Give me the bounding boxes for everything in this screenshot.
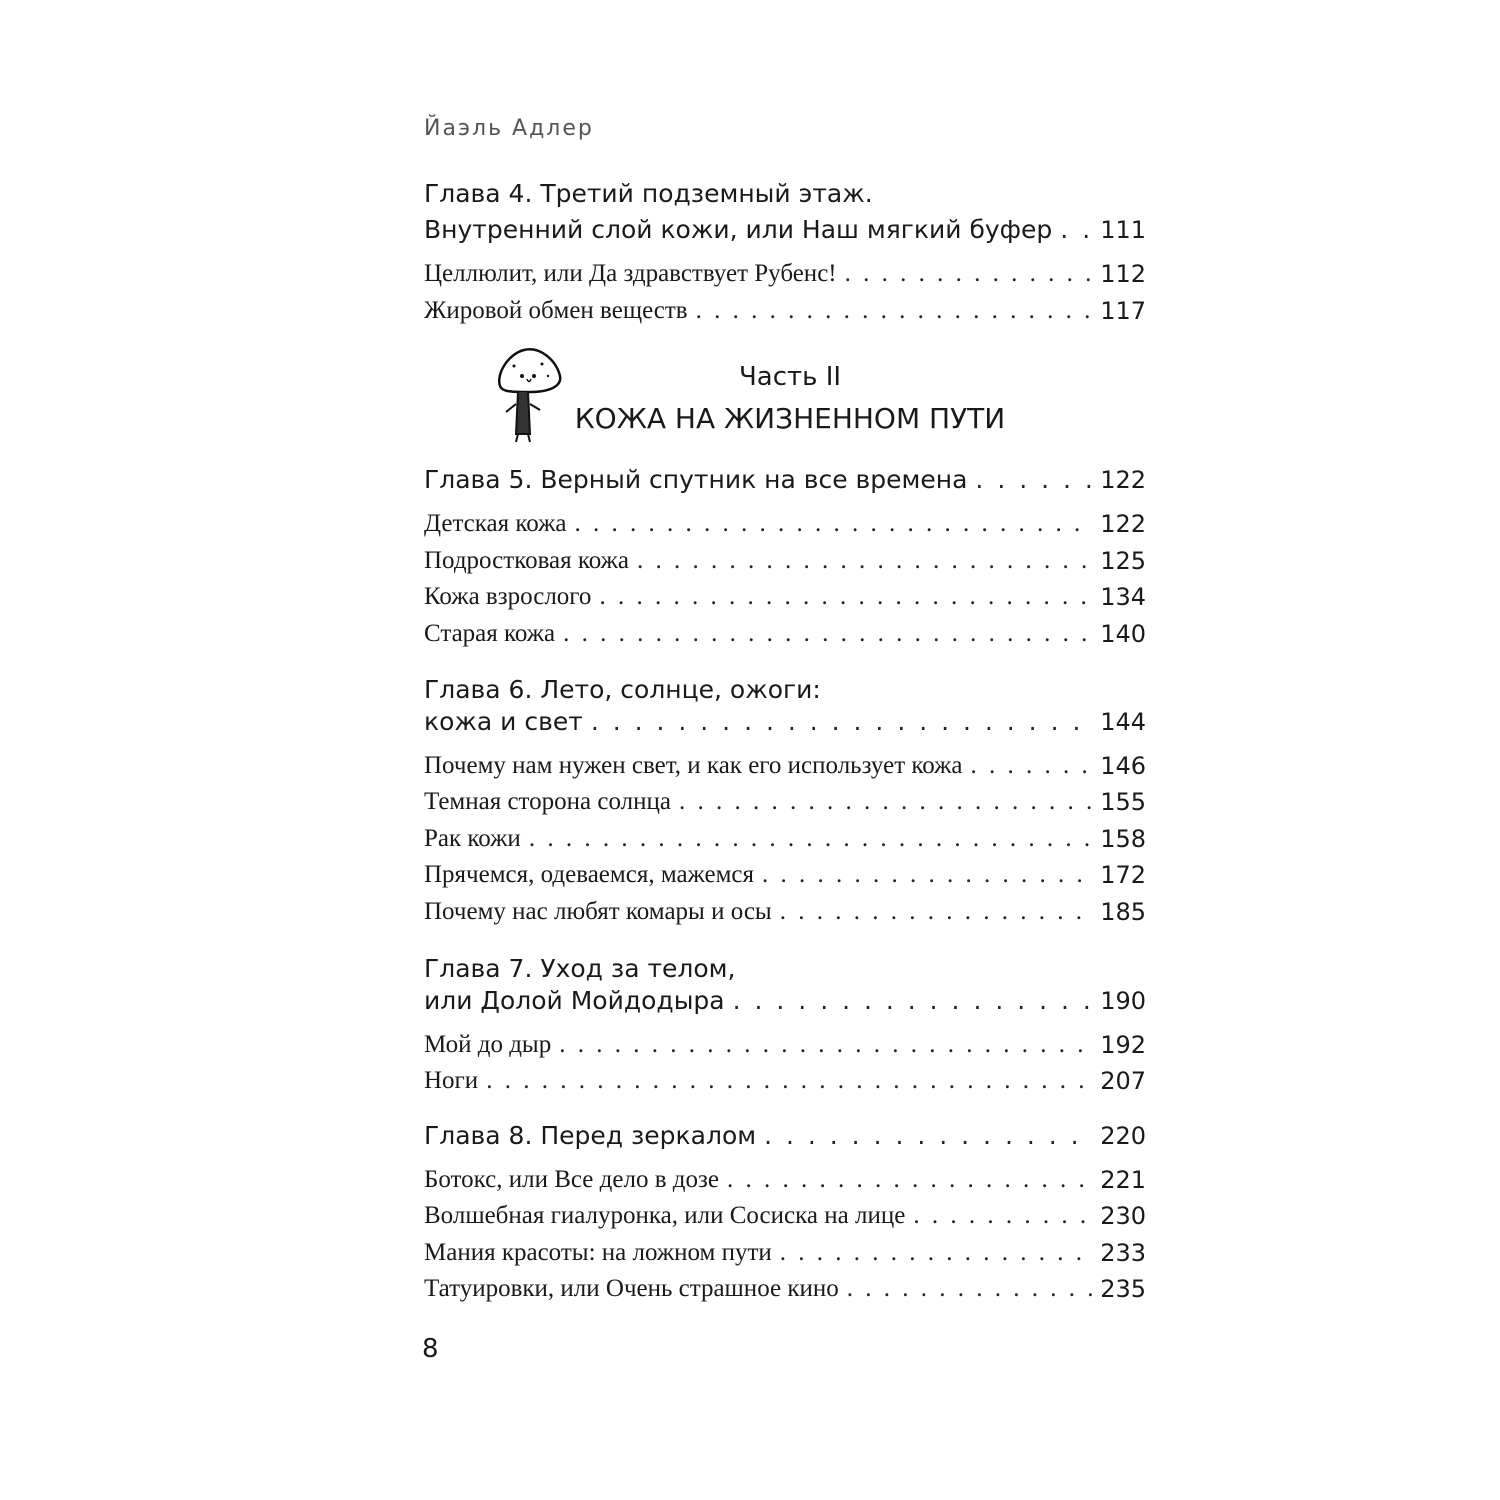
chapter-heading-line1: Глава 7. Уход за телом,: [424, 954, 736, 983]
leader-dots: [591, 706, 1092, 738]
page-ref: 172: [1100, 861, 1146, 889]
page-ref: 221: [1100, 1166, 1146, 1194]
running-head: Йаэль Адлер: [424, 116, 594, 141]
section-entry[interactable]: [424, 295, 1146, 327]
page-ref: 112: [1100, 260, 1146, 288]
page-ref: 140: [1100, 620, 1146, 648]
leader-dots: [971, 750, 1093, 782]
chapter-entry[interactable]: [424, 1120, 1146, 1152]
section-title: Кожа взрослого: [424, 583, 592, 610]
page-ref: 122: [1100, 466, 1146, 494]
section-title: Целлюлит, или Да здравствует Рубенс!: [424, 260, 837, 287]
leader-dots: [563, 618, 1092, 650]
page-ref: 117: [1100, 297, 1146, 325]
section-entry[interactable]: [424, 618, 1146, 650]
chapter-title: Глава 8. Перед зеркалом: [424, 1121, 757, 1150]
page-ref: 146: [1100, 752, 1146, 780]
leader-dots: [847, 1273, 1092, 1305]
section-title: Темная сторона солнца: [424, 788, 671, 815]
section-title: Подростковая кожа: [424, 547, 630, 574]
section-entry[interactable]: [424, 823, 1146, 855]
part-title: КОЖА НА ЖИЗНЕННОМ ПУТИ: [574, 402, 1006, 435]
section-entry[interactable]: [424, 1237, 1146, 1269]
page-ref: 207: [1100, 1067, 1146, 1095]
page-ref: 134: [1100, 583, 1146, 611]
section-entry[interactable]: [424, 750, 1146, 782]
leader-dots: [762, 859, 1092, 891]
chapter-title: Внутренний слой кожи, или Наш мягкий буфер: [424, 215, 1053, 244]
leader-dots: [733, 985, 1093, 1017]
chapter-heading-line1: Глава 6. Лето, солнце, ожоги:: [424, 675, 821, 704]
section-entry[interactable]: [424, 1164, 1146, 1196]
section-title: Ботокс, или Все дело в дозе: [424, 1166, 719, 1193]
leader-dots: [696, 295, 1093, 327]
section-title: Мания красоты: на ложном пути: [424, 1239, 772, 1266]
page-ref: 235: [1100, 1275, 1146, 1303]
section-entry[interactable]: [424, 258, 1146, 290]
leader-dots: [679, 786, 1092, 818]
chapter-title: кожа и свет: [424, 707, 583, 736]
leader-dots: [975, 464, 1092, 496]
page-ref: 185: [1100, 898, 1146, 926]
section-title: Почему нам нужен свет, и как его использует кожа: [424, 752, 963, 779]
leader-dots: [529, 823, 1092, 855]
section-title: Ноги: [424, 1067, 479, 1094]
section-entry[interactable]: [424, 508, 1146, 540]
chapter-entry[interactable]: [424, 464, 1146, 496]
section-title: Прячемся, одеваемся, мажемся: [424, 861, 755, 888]
chapter-entry[interactable]: [424, 706, 1146, 738]
page-ref: 158: [1100, 825, 1146, 853]
page-ref: 233: [1100, 1239, 1146, 1267]
page-ref: 125: [1100, 547, 1146, 575]
section-entry[interactable]: [424, 581, 1146, 613]
chapter-heading-line1: Глава 4. Третий подземный этаж.: [424, 179, 873, 208]
leader-dots: [780, 1237, 1092, 1269]
section-title: Старая кожа: [424, 620, 556, 647]
page-ref: 230: [1100, 1202, 1146, 1230]
section-title: Мой до дыр: [424, 1031, 552, 1058]
leader-dots: [575, 508, 1093, 540]
page-number: 8: [422, 1334, 439, 1364]
leader-dots: [913, 1200, 1092, 1232]
chapter-title: Глава 5. Верный спутник на все времена: [424, 465, 968, 494]
section-title: Почему нас любят комары и осы: [424, 898, 772, 925]
page-ref: 144: [1100, 708, 1146, 736]
page-ref: 192: [1100, 1031, 1146, 1059]
section-entry[interactable]: [424, 1273, 1146, 1305]
section-entry[interactable]: [424, 1029, 1146, 1061]
page-ref: 155: [1100, 788, 1146, 816]
section-entry[interactable]: [424, 859, 1146, 891]
part-label: Часть II: [738, 362, 842, 392]
page-ref: 220: [1100, 1122, 1146, 1150]
leader-dots: [845, 258, 1093, 290]
chapter-title: или Долой Мойдодыра: [424, 986, 725, 1015]
leader-dots: [780, 896, 1092, 928]
section-entry[interactable]: [424, 786, 1146, 818]
section-entry[interactable]: [424, 545, 1146, 577]
section-entry[interactable]: [424, 1200, 1146, 1232]
leader-dots: [637, 545, 1092, 577]
leader-dots: [559, 1029, 1092, 1061]
section-title: Татуировки, или Очень страшное кино: [424, 1275, 839, 1302]
section-title: Волшебная гиалуронка, или Сосиска на лице: [424, 1202, 906, 1229]
section-title: Детская кожа: [424, 510, 567, 537]
section-title: Жировой обмен веществ: [424, 297, 688, 324]
leader-dots: [486, 1065, 1092, 1097]
leader-dots: [727, 1164, 1092, 1196]
chapter-entry[interactable]: [424, 214, 1146, 246]
leader-dots: [599, 581, 1092, 613]
page-ref: 122: [1100, 510, 1146, 538]
section-entry[interactable]: [424, 1065, 1146, 1097]
chapter-entry[interactable]: [424, 985, 1146, 1017]
leader-dots: [764, 1120, 1092, 1152]
page-ref: 111: [1100, 216, 1146, 244]
section-entry[interactable]: [424, 896, 1146, 928]
section-title: Рак кожи: [424, 825, 521, 852]
leader-dots: [1060, 214, 1092, 246]
page-ref: 190: [1100, 987, 1146, 1015]
